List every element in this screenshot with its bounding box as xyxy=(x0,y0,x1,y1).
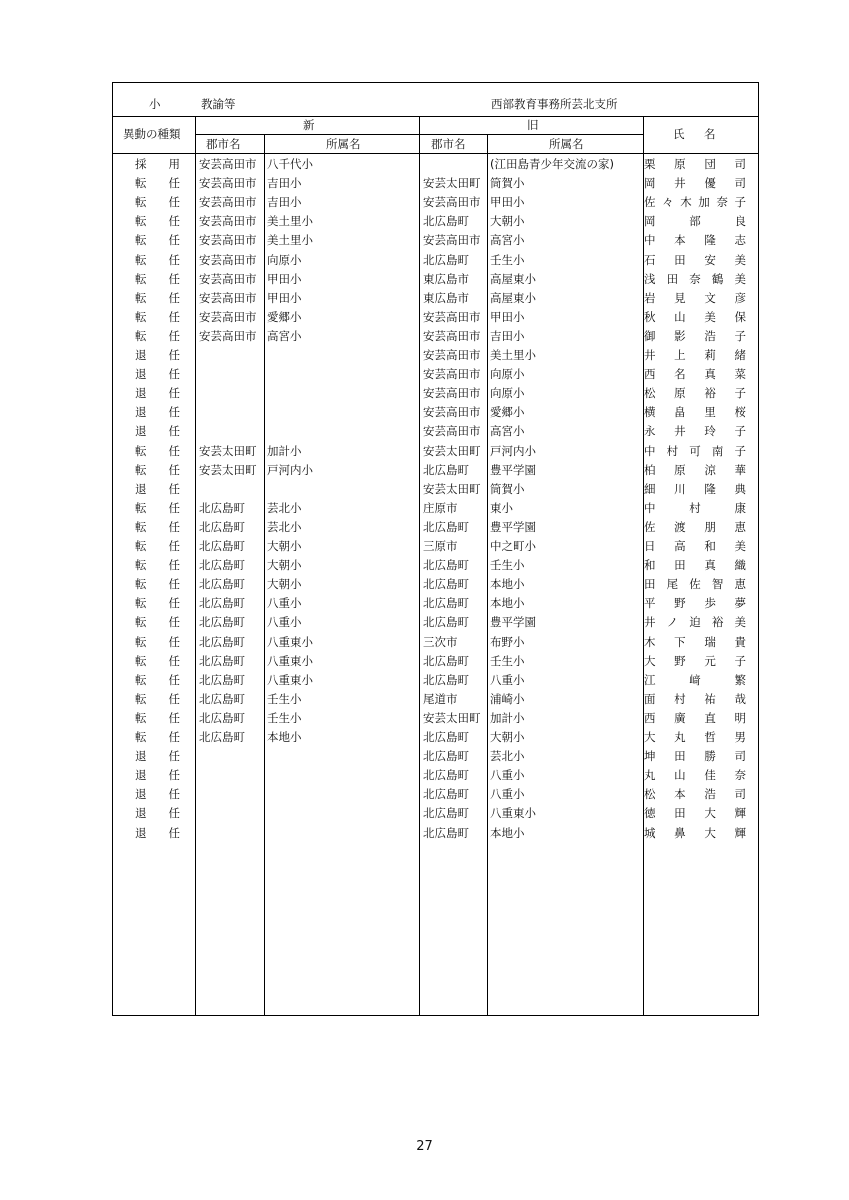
table-row xyxy=(113,728,758,747)
table-row xyxy=(113,652,758,671)
kind-cell: 退任 xyxy=(135,386,202,401)
old-city-cell: 安芸高田市 xyxy=(423,386,481,401)
old-school-cell: 八重小 xyxy=(490,672,525,687)
old-school-cell: 浦崎小 xyxy=(490,691,525,706)
new-city-cell: 北広島町 xyxy=(199,672,245,687)
kind-cell: 転任 xyxy=(135,653,202,668)
old-school-cell: 豊平学園 xyxy=(490,462,536,477)
old-city-cell: 安芸高田市 xyxy=(423,424,481,439)
new-city-cell: 安芸高田市 xyxy=(199,271,257,286)
old-school-cell: 本地小 xyxy=(490,825,525,840)
new-school-cell: 向原小 xyxy=(267,252,302,267)
old-city-cell: 三原市 xyxy=(423,539,458,553)
new-city-cell: 北広島町 xyxy=(199,539,245,553)
kind-cell: 退任 xyxy=(135,768,202,783)
table-row xyxy=(113,480,758,499)
header-subdivider xyxy=(195,134,643,135)
table-row xyxy=(113,422,758,441)
name-cell: 松原裕子 xyxy=(644,386,746,401)
kind-cell: 転任 xyxy=(135,634,202,649)
new-city-cell: 安芸高田市 xyxy=(199,309,257,324)
new-city-cell: 北広島町 xyxy=(199,500,245,515)
name-cell: 岡井優司 xyxy=(644,176,746,191)
name-cell: 西廣直明 xyxy=(644,710,746,725)
name-cell: 岩見文彦 xyxy=(644,290,746,305)
kind-cell: 転任 xyxy=(135,290,202,305)
old-city-cell: 東広島市 xyxy=(423,290,469,305)
old-school-cell: 筒賀小 xyxy=(490,176,525,191)
old-school-cell: 本地小 xyxy=(490,596,525,611)
old-city-cell: 庄原市 xyxy=(423,500,458,515)
kind-cell: 転任 xyxy=(135,233,202,248)
old-city-cell: 北広島町 xyxy=(423,672,469,687)
old-school-cell: 八重小 xyxy=(490,787,525,802)
name-cell: 栗原団司 xyxy=(644,157,746,171)
kind-cell: 転任 xyxy=(135,176,202,191)
table-row xyxy=(113,327,758,346)
new-city-cell: 北広島町 xyxy=(199,577,245,592)
new-school-cell: 愛郷小 xyxy=(267,309,302,324)
kind-cell: 転任 xyxy=(135,195,202,210)
new-school-cell: 芸北小 xyxy=(267,519,302,534)
name-cell: 田尾佐智恵 xyxy=(644,577,746,592)
old-city-cell: 尾道市 xyxy=(423,691,458,706)
old-city-cell: 北広島町 xyxy=(423,653,469,668)
new-school-cell: 加計小 xyxy=(267,443,302,458)
name-cell: 西名真菜 xyxy=(644,367,746,382)
table-row xyxy=(113,174,758,193)
new-city-cell: 安芸太田町 xyxy=(199,462,257,477)
kind-cell: 退任 xyxy=(135,481,202,496)
old-school-cell: 愛郷小 xyxy=(490,405,525,420)
name-cell: 井上莉緒 xyxy=(644,348,746,362)
new-city-cell: 北広島町 xyxy=(199,519,245,534)
new-city-cell: 安芸高田市 xyxy=(199,328,257,343)
old-city-cell: 北広島町 xyxy=(423,730,469,744)
name-cell: 秋山美保 xyxy=(644,309,746,324)
table-row xyxy=(113,251,758,270)
table-row xyxy=(113,155,758,174)
new-city-cell: 安芸高田市 xyxy=(199,252,257,267)
old-school-cell: 大朝小 xyxy=(490,214,525,229)
new-city-cell: 安芸高田市 xyxy=(199,195,257,210)
old-city-cell: 北広島町 xyxy=(423,519,469,534)
personnel-table xyxy=(112,82,759,1016)
kind-cell: 退任 xyxy=(135,787,202,802)
table-row xyxy=(113,690,758,709)
name-cell: 徳田大輝 xyxy=(644,806,746,821)
old-school-cell: 壬生小 xyxy=(490,558,525,573)
new-city-cell: 安芸高田市 xyxy=(199,157,257,171)
new-school-cell: 八重東小 xyxy=(267,672,313,687)
old-school-cell: 向原小 xyxy=(490,367,525,382)
name-cell: 石田安美 xyxy=(644,252,746,267)
old-city-cell: 北広島町 xyxy=(423,252,469,267)
old-school-cell: 戸河内小 xyxy=(490,443,536,458)
new-city-cell: 北広島町 xyxy=(199,691,245,706)
table-row xyxy=(113,633,758,652)
kind-cell: 転任 xyxy=(135,577,202,592)
table-row xyxy=(113,518,758,537)
table-row xyxy=(113,403,758,422)
kind-cell: 転任 xyxy=(135,443,202,458)
new-city-cell: 北広島町 xyxy=(199,634,245,649)
old-city-cell: 安芸高田市 xyxy=(423,328,481,343)
old-school-cell: 高屋東小 xyxy=(490,290,536,305)
header-old-city: 郡市名 xyxy=(431,137,466,151)
header-kind: 異動の種類 xyxy=(123,127,181,141)
old-school-cell: 中之町小 xyxy=(490,539,536,553)
name-cell: 坤田勝司 xyxy=(644,749,746,764)
kind-cell: 転任 xyxy=(135,615,202,630)
old-city-cell: 北広島町 xyxy=(423,596,469,611)
new-school-cell: 戸河内小 xyxy=(267,462,313,477)
page-number: 27 xyxy=(416,1139,433,1154)
name-cell: 和田真織 xyxy=(644,558,746,573)
header-bottom-line xyxy=(113,153,758,154)
new-city-cell: 安芸太田町 xyxy=(199,443,257,458)
old-city-cell: 安芸高田市 xyxy=(423,233,481,248)
old-school-cell: 高宮小 xyxy=(490,424,525,439)
new-city-cell: 北広島町 xyxy=(199,615,245,630)
table-row xyxy=(113,556,758,575)
old-school-cell: 高宮小 xyxy=(490,233,525,248)
old-school-cell: 筒賀小 xyxy=(490,481,525,496)
table-row xyxy=(113,671,758,690)
name-cell: 面村祐哉 xyxy=(644,691,746,706)
kind-cell: 転任 xyxy=(135,252,202,267)
old-city-cell: 北広島町 xyxy=(423,462,469,477)
new-city-cell: 北広島町 xyxy=(199,558,245,573)
old-city-cell: 安芸高田市 xyxy=(423,348,481,362)
new-city-cell: 北広島町 xyxy=(199,653,245,668)
old-city-cell: 安芸高田市 xyxy=(423,309,481,324)
old-city-cell: 安芸太田町 xyxy=(423,176,481,191)
kind-cell: 転任 xyxy=(135,328,202,343)
new-city-cell: 安芸高田市 xyxy=(199,214,257,229)
old-city-cell: 安芸太田町 xyxy=(423,481,481,496)
name-cell: 大丸哲男 xyxy=(644,730,746,744)
table-row xyxy=(113,384,758,403)
table-row xyxy=(113,747,758,766)
old-city-cell: 北広島町 xyxy=(423,749,469,764)
kind-cell: 退任 xyxy=(135,367,202,382)
old-school-cell: 布野小 xyxy=(490,634,525,649)
old-city-cell: 安芸太田町 xyxy=(423,443,481,458)
kind-cell: 転任 xyxy=(135,462,202,477)
kind-cell: 転任 xyxy=(135,558,202,573)
old-city-cell: 安芸高田市 xyxy=(423,367,481,382)
name-cell: 中本隆志 xyxy=(644,233,746,248)
name-cell: 井ノ迫裕美 xyxy=(644,615,746,630)
kind-cell: 退任 xyxy=(135,424,202,439)
new-school-cell: 吉田小 xyxy=(267,195,302,210)
new-school-cell: 壬生小 xyxy=(267,710,302,725)
name-cell: 中村可南子 xyxy=(644,443,746,458)
header-old-school: 所属名 xyxy=(549,137,584,151)
table-row xyxy=(113,499,758,518)
table-row xyxy=(113,231,758,250)
name-cell: 永井玲子 xyxy=(644,424,746,439)
new-city-cell: 安芸高田市 xyxy=(199,290,257,305)
table-row xyxy=(113,537,758,556)
new-school-cell: 芸北小 xyxy=(267,500,302,515)
name-cell: 柏原涼華 xyxy=(644,462,746,477)
header-name: 氏 名 xyxy=(673,127,720,141)
kind-cell: 退任 xyxy=(135,806,202,821)
name-cell: 岡部良 xyxy=(644,214,746,229)
table-row xyxy=(113,594,758,613)
old-city-cell: 北広島町 xyxy=(423,577,469,592)
kind-cell: 転任 xyxy=(135,214,202,229)
new-school-cell: 大朝小 xyxy=(267,577,302,592)
old-school-cell: (江田島青少年交流の家) xyxy=(490,157,614,171)
kind-cell: 採用 xyxy=(135,157,202,171)
old-school-cell: 壬生小 xyxy=(490,653,525,668)
kind-cell: 転任 xyxy=(135,730,202,744)
new-school-cell: 八重東小 xyxy=(267,634,313,649)
table-row xyxy=(113,346,758,365)
new-school-cell: 大朝小 xyxy=(267,539,302,553)
name-cell: 松本浩司 xyxy=(644,787,746,802)
table-row xyxy=(113,824,758,843)
table-row xyxy=(113,766,758,785)
new-school-cell: 美土里小 xyxy=(267,214,313,229)
old-school-cell: 東小 xyxy=(490,500,513,515)
kind-cell: 転任 xyxy=(135,500,202,515)
name-cell: 江﨑繁 xyxy=(644,672,746,687)
new-school-cell: 本地小 xyxy=(267,730,302,744)
table-row xyxy=(113,365,758,384)
new-city-cell: 安芸高田市 xyxy=(199,176,257,191)
new-school-cell: 八重小 xyxy=(267,596,302,611)
name-cell: 日高和美 xyxy=(644,539,746,553)
new-school-cell: 吉田小 xyxy=(267,176,302,191)
table-row xyxy=(113,709,758,728)
old-school-cell: 八重小 xyxy=(490,768,525,783)
new-school-cell: 八千代小 xyxy=(267,157,313,171)
header-old: 旧 xyxy=(527,118,539,132)
header-new-city: 郡市名 xyxy=(206,137,241,151)
name-cell: 木下瑞貴 xyxy=(644,634,746,649)
old-school-cell: 豊平学園 xyxy=(490,519,536,534)
old-school-cell: 甲田小 xyxy=(490,195,525,210)
table-row xyxy=(113,289,758,308)
old-school-cell: 吉田小 xyxy=(490,328,525,343)
old-city-cell: 北広島町 xyxy=(423,558,469,573)
table-row xyxy=(113,442,758,461)
table-row xyxy=(113,270,758,289)
header-new-school: 所属名 xyxy=(326,137,361,151)
old-city-cell: 北広島町 xyxy=(423,787,469,802)
old-school-cell: 大朝小 xyxy=(490,730,525,744)
name-cell: 佐渡朋恵 xyxy=(644,519,746,534)
old-city-cell: 安芸太田町 xyxy=(423,710,481,725)
table-row xyxy=(113,193,758,212)
new-city-cell: 安芸高田市 xyxy=(199,233,257,248)
old-school-cell: 美土里小 xyxy=(490,348,536,362)
kind-cell: 転任 xyxy=(135,672,202,687)
old-school-cell: 高屋東小 xyxy=(490,271,536,286)
table-row xyxy=(113,575,758,594)
old-city-cell: 北広島町 xyxy=(423,768,469,783)
old-school-cell: 豊平学園 xyxy=(490,615,536,630)
old-city-cell: 安芸高田市 xyxy=(423,405,481,420)
name-cell: 大野元子 xyxy=(644,653,746,668)
old-city-cell: 東広島市 xyxy=(423,271,469,286)
table-row xyxy=(113,804,758,823)
new-school-cell: 高宮小 xyxy=(267,328,302,343)
kind-cell: 退任 xyxy=(135,348,202,362)
name-cell: 細川隆典 xyxy=(644,481,746,496)
table-row xyxy=(113,613,758,632)
old-school-cell: 本地小 xyxy=(490,577,525,592)
old-city-cell: 北広島町 xyxy=(423,615,469,630)
new-school-cell: 八重東小 xyxy=(267,653,313,668)
old-city-cell: 北広島町 xyxy=(423,806,469,821)
office-name: 西部教育事務所芸北支所 xyxy=(491,97,618,111)
name-cell: 城鼻大輝 xyxy=(644,825,746,840)
old-city-cell: 安芸高田市 xyxy=(423,195,481,210)
name-cell: 丸山佳奈 xyxy=(644,768,746,783)
old-city-cell: 三次市 xyxy=(423,634,458,649)
kind-cell: 退任 xyxy=(135,825,202,840)
name-cell: 平野歩夢 xyxy=(644,596,746,611)
name-cell: 横畠里桜 xyxy=(644,405,746,420)
table-row xyxy=(113,785,758,804)
new-school-cell: 甲田小 xyxy=(267,290,302,305)
new-school-cell: 大朝小 xyxy=(267,558,302,573)
kind-cell: 転任 xyxy=(135,519,202,534)
old-school-cell: 向原小 xyxy=(490,386,525,401)
old-school-cell: 壬生小 xyxy=(490,252,525,267)
table-row xyxy=(113,461,758,480)
kind-cell: 退任 xyxy=(135,749,202,764)
old-city-cell: 北広島町 xyxy=(423,825,469,840)
old-school-cell: 八重東小 xyxy=(490,806,536,821)
kind-cell: 転任 xyxy=(135,271,202,286)
caption-divider xyxy=(113,116,758,117)
new-school-cell: 甲田小 xyxy=(267,271,302,286)
header-new: 新 xyxy=(303,118,315,132)
new-city-cell: 北広島町 xyxy=(199,710,245,725)
table-row xyxy=(113,212,758,231)
table-row xyxy=(113,308,758,327)
name-cell: 御影浩子 xyxy=(644,328,746,343)
old-school-cell: 甲田小 xyxy=(490,309,525,324)
kind-cell: 転任 xyxy=(135,691,202,706)
new-school-cell: 八重小 xyxy=(267,615,302,630)
new-school-cell: 壬生小 xyxy=(267,691,302,706)
kind-cell: 転任 xyxy=(135,309,202,324)
old-school-cell: 芸北小 xyxy=(490,749,525,764)
old-school-cell: 加計小 xyxy=(490,710,525,725)
kind-cell: 転任 xyxy=(135,539,202,553)
job-category: 教諭等 xyxy=(201,97,236,111)
new-city-cell: 北広島町 xyxy=(199,730,245,744)
name-cell: 佐々木加奈子 xyxy=(644,195,746,210)
kind-cell: 転任 xyxy=(135,596,202,611)
kind-cell: 退任 xyxy=(135,405,202,420)
name-cell: 浅田奈鶴美 xyxy=(644,271,746,286)
name-cell: 中村康 xyxy=(644,500,746,515)
new-city-cell: 北広島町 xyxy=(199,596,245,611)
school-level: 小 xyxy=(149,97,161,111)
kind-cell: 転任 xyxy=(135,710,202,725)
new-school-cell: 美土里小 xyxy=(267,233,313,248)
old-city-cell: 北広島町 xyxy=(423,214,469,229)
